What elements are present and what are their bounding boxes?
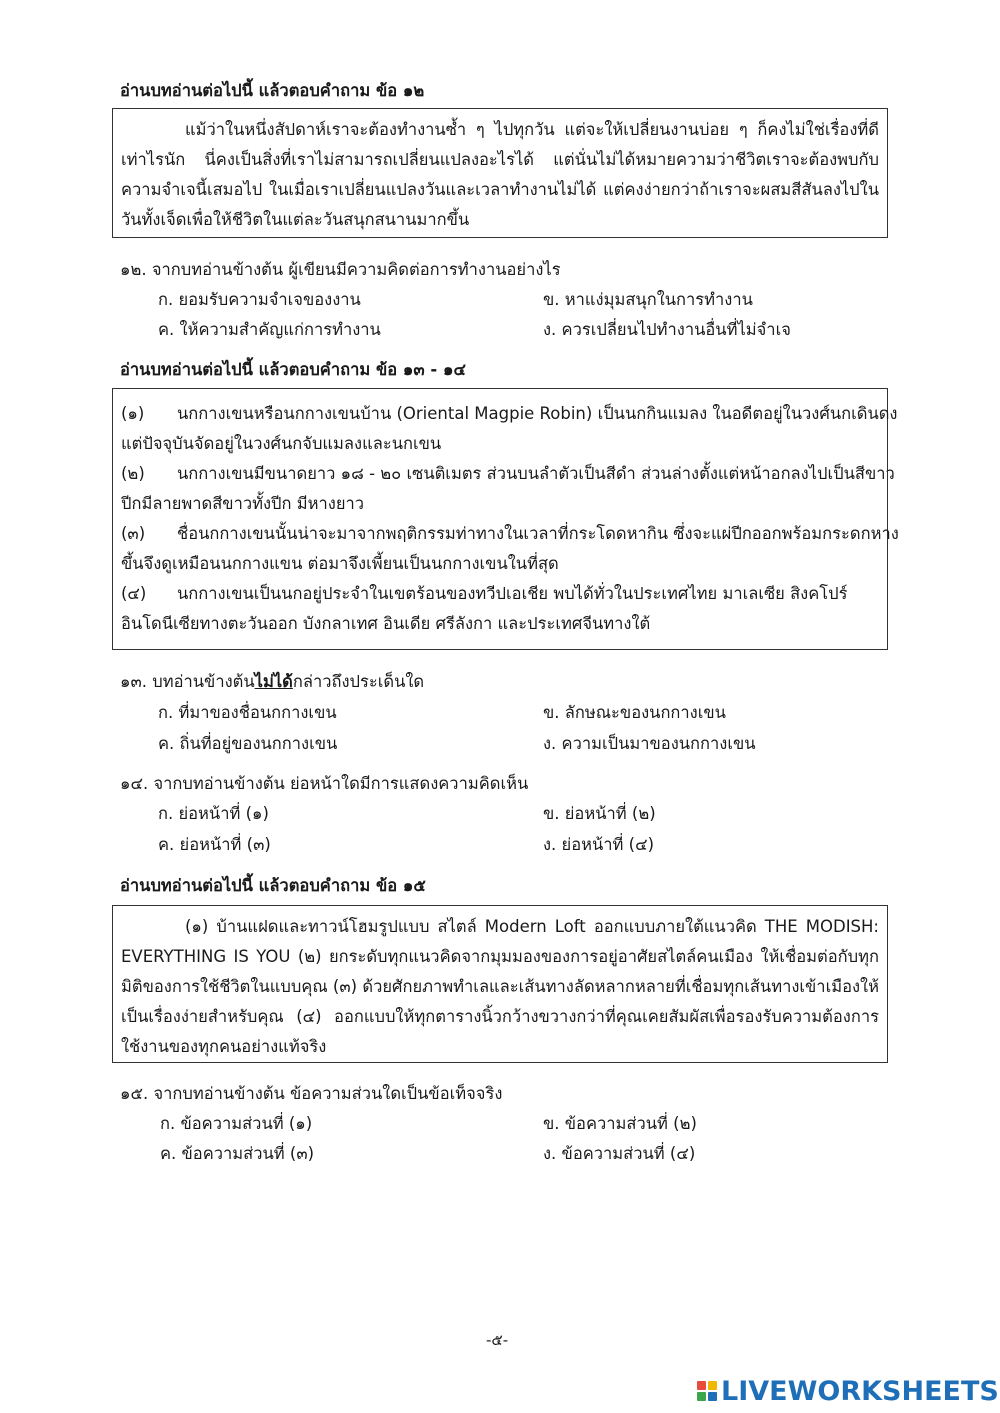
paragraph-1-first [121,401,898,427]
paragraph-4-number: (๔) [121,584,147,603]
section-12-heading: อ่านบทอ่านต่อไปนี้ แล้วตอบคำถาม ข้อ ๑๒ [120,81,425,100]
paragraph-3-line-2: ขึ้นจึงดูเหมือนนกกางแขน ต่อมาจึงเพี้ยนเป็นนกกางเขนในที่สุด [121,554,559,573]
paragraph-2-line-1: นกกางเขนมีขนาดยาว ๑๘ - ๒๐ เซนติเมตร ส่วนบนลำตัวเป็นสีดำ ส่วนล่างตั้งแต่หน้าอกลงไปเป็นสีขาว [177,464,895,483]
q13-choice-b[interactable]: ข. ลักษณะของนกกางเขน [543,703,726,722]
question-15: ๑๕. จากบทอ่านข้างต้น ข้อความส่วนใดเป็นข้อเท็จจริง [120,1084,503,1103]
logo-block-yellow [708,1381,717,1390]
question-13-emphasis: ไม่ได้ [254,672,293,691]
q14-choice-d[interactable]: ง. ย่อหน้าที่ (๔) [543,835,655,854]
q15-choice-b[interactable]: ข. ข้อความส่วนที่ (๒) [543,1114,697,1133]
q14-choice-a[interactable]: ก. ย่อหน้าที่ (๑) [158,804,269,823]
passage-13-box [112,388,899,650]
passage-15-text: (๑) บ้านแฝดและทาวน์โฮมรูปแบบ สไตล์ Modern Loft ออกแบบภายใต้แนวคิด THE MODISH: EVERYTHING IS YOU (๒) ยกระดับทุกแนวคิดจากมุมมองของการอยู่อาศัยสไตล์คนเมือง ให้เชื่อมต่อกับทุกมิติของการใช้ชีวิตในแบบคุณ (๓) ด้วยศักยภาพทำเลและเส้นทางลัดหลากหลายที่เชื่อมทุกเส้นทางเข้าเมืองให้เป็นเรื่องง่ายสำหรับคุณ (๔) ออกแบบให้ทุกตารางนิ้วกว้างขวางกว่าที่คุณเคยสัมผัสเพื่อรองรับความต้องการใช้งานของทุกคนอย่างแท้จริง [121,917,879,1056]
q13-choice-c[interactable]: ค. ถิ่นที่อยู่ของนกกางเขน [158,734,338,753]
section-13-heading: อ่านบทอ่านต่อไปนี้ แล้วตอบคำถาม ข้อ ๑๓ - ๑๔ [120,360,466,379]
question-13 [120,669,424,695]
q13-choice-d[interactable]: ง. ความเป็นมาของนกกางเขน [543,734,756,753]
paragraph-2-first [121,461,895,487]
paragraph-1-number: (๑) [121,404,145,423]
q13-choice-a[interactable]: ก. ที่มาของชื่อนกกางเขน [158,703,337,722]
passage-15-box [112,905,888,1063]
q15-choice-c[interactable]: ค. ข้อความส่วนที่ (๓) [160,1144,315,1163]
question-14: ๑๔. จากบทอ่านข้างต้น ย่อหน้าใดมีการแสดงความคิดเห็น [120,774,529,793]
liveworksheets-logo[interactable] [697,1375,999,1407]
paragraph-4-first [121,581,847,607]
q12-choice-a[interactable]: ก. ยอมรับความจำเจของงาน [158,290,361,309]
q12-choice-b[interactable]: ข. หาแง่มุมสนุกในการทำงาน [543,290,753,309]
logo-block-blue [708,1392,717,1401]
q14-choice-c[interactable]: ค. ย่อหน้าที่ (๓) [158,835,271,854]
question-13-prefix: ๑๓. บทอ่านข้างต้น [120,672,255,691]
paragraph-4-line-2: อินโดนีเซียทางตะวันออก บังกลาเทศ อินเดีย ศรีลังกา และประเทศจีนทางใต้ [121,614,651,633]
paragraph-2-number: (๒) [121,464,145,483]
paragraph-2-line-2: ปีกมีลายพาดสีขาวทั้งปีก มีหางยาว [121,494,365,513]
section-15-heading: อ่านบทอ่านต่อไปนี้ แล้วตอบคำถาม ข้อ ๑๕ [120,876,426,895]
liveworksheets-logo-icon [697,1381,717,1401]
logo-block-green [697,1392,706,1401]
page-number: -๕- [486,1331,509,1349]
paragraph-3-first [121,521,899,547]
paragraph-1-line-2: แต่ปัจจุบันจัดอยู่ในวงศ์นกจับแมลงและนกเขน [121,434,442,453]
q12-choice-d[interactable]: ง. ควรเปลี่ยนไปทำงานอื่นที่ไม่จำเจ [543,320,791,339]
logo-block-red [697,1381,706,1390]
q15-choice-d[interactable]: ง. ข้อความส่วนที่ (๔) [543,1144,696,1163]
logo-text: LIVEWORKSHEETS [721,1375,999,1407]
paragraph-1-line-1: นกกางเขนหรือนกกางเขนบ้าน (Oriental Magpie Robin) เป็นนกกินแมลง ในอดีตอยู่ในวงศ์นกเดินดง [177,404,898,423]
paragraph-4-line-1: นกกางเขนเป็นนกอยู่ประจำในเขตร้อนของทวีปเอเชีย พบได้ทั่วในประเทศไทย มาเลเซีย สิงคโปร์ [177,584,848,603]
paragraph-3-line-1: ชื่อนกกางเขนนั้นน่าจะมาจากพฤติกรรมท่าทางในเวลาที่กระโดดหากิน ซึ่งจะแผ่ปีกออกพร้อมกระดกหาง [177,524,899,543]
q15-choice-a[interactable]: ก. ข้อความส่วนที่ (๑) [160,1114,313,1133]
question-13-suffix: กล่าวถึงประเด็นใด [292,672,425,691]
passage-12-text: แม้ว่าในหนึ่งสัปดาห์เราจะต้องทำงานซ้ำ ๆ ไปทุกวัน แต่จะให้เปลี่ยนงานบ่อย ๆ ก็คงไม่ใช่เรื่องที่ดีเท่าไรนัก นี่คงเป็นสิ่งที่เราไม่สามารถเปลี่ยนแปลงอะไรได้ แต่นั่นไม่ได้หมายความว่าชีวิตเราจะต้องพบกับความจำเจนี้เสมอไป ในเมื่อเราเปลี่ยนแปลงวันและเวลาทำงานไม่ได้ แต่คงง่ายกว่าถ้าเราจะผสมสีสันลงไปในวันทั้งเจ็ดเพื่อให้ชีวิตในแต่ละวันสนุกสนานมากขึ้น [121,120,879,229]
question-12: ๑๒. จากบทอ่านข้างต้น ผู้เขียนมีความคิดต่อการทำงานอย่างไร [120,260,561,279]
q14-choice-b[interactable]: ข. ย่อหน้าที่ (๒) [543,804,656,823]
paragraph-3-number: (๓) [121,524,146,543]
q12-choice-c[interactable]: ค. ให้ความสำคัญแก่การทำงาน [158,320,381,339]
passage-12-box [112,108,888,238]
